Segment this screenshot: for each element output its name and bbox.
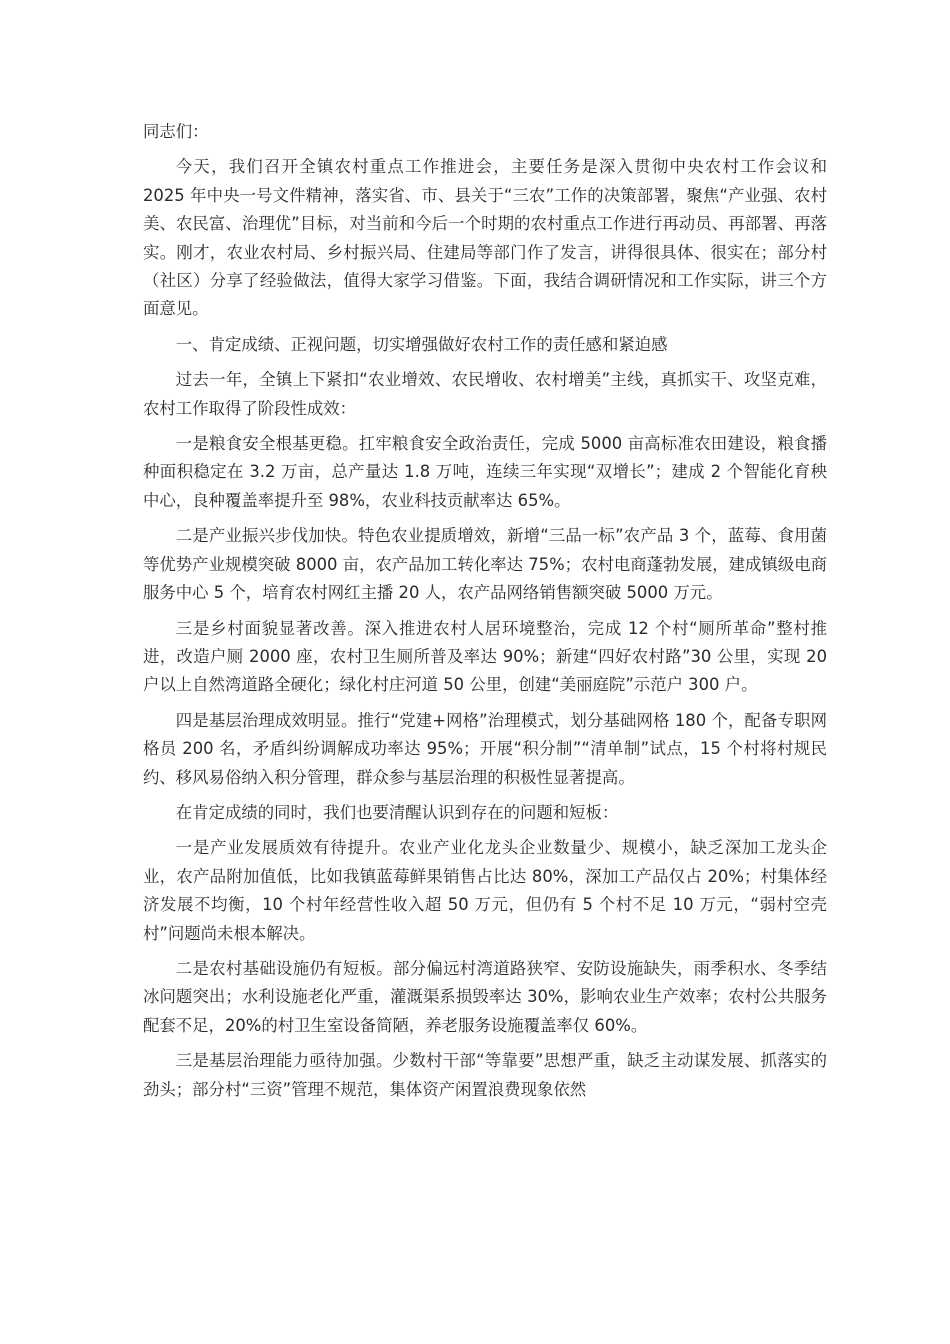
- problem-governance-capacity: 三是基层治理能力亟待加强。少数村干部“等靠要”思想严重，缺乏主动谋发展、抓落实的劲头；部分村“三资”管理不规范，集体资产闲置浪费现象依然: [143, 1051, 827, 1099]
- achievement-grain-security: 一是粮食安全根基更稳。扛牢粮食安全政治责任，完成 5000 亩高标准农田建设，粮食播种面积稳定在 3.2 万亩，总产量达 1.8 万吨，连续三年实现“双增长”；建成 2 个智能化育秧中心，良种覆盖率提升至 98%，农业科技贡献率达 65%。: [143, 434, 827, 510]
- achievements-intro: 过去一年，全镇上下紧扣“农业增效、农民增收、农村增美”主线，真抓实干、攻坚克难，农村工作取得了阶段性成效：: [143, 370, 827, 418]
- salutation: 同志们：: [143, 122, 209, 141]
- achievement-governance: 四是基层治理成效明显。推行“党建+网格”治理模式，划分基础网格 180 个，配备专职网格员 200 名，矛盾纠纷调解成功率达 95%；开展“积分制”“清单制”试点，15 个村将村规民约、移风易俗纳入积分管理，群众参与基层治理的积极性显著提高。: [143, 710, 827, 787]
- problem-infrastructure: 二是农村基础设施仍有短板。部分偏远村湾道路狭窄、安防设施缺失，雨季积水、冬季结冰问题突出；水利设施老化严重，灌溉渠系损毁率达 30%，影响农业生产效率；农村公共服务配套不足，20%的村卫生室设备简陋，养老服务设施覆盖率仅 60%。: [143, 958, 827, 1035]
- intro-paragraph: 今天，我们召开全镇农村重点工作推进会，主要任务是深入贯彻中央农村工作会议和 2025 年中央一号文件精神，落实省、市、县关于“三农”工作的决策部署，聚焦“产业强、农村美、农民富、治理优”目标，对当前和今后一个时期的农村重点工作进行再动员、再部署、再落实。刚才，农业农村局、乡村振兴局、住建局等部门作了发言，讲得很具体、很实在；部分村（社区）分享了经验做法，值得大家学习借鉴。下面，我结合调研情况和工作实际，讲三个方面意见。: [143, 157, 827, 319]
- problem-industry-quality: 一是产业发展质效有待提升。农业产业化龙头企业数量少、规模小，缺乏深加工龙头企业，农产品附加值低，比如我镇蓝莓鲜果销售占比达 80%，深加工产品仅占 20%；村集体经济发展不均衡，10 个村年经营性收入超 50 万元，但仍有 5 个村不足 10 万元，“弱村空壳村”问题尚未根本解决。: [143, 838, 827, 943]
- section-heading-1: 一、肯定成绩、正视问题，切实增强做好农村工作的责任感和紧迫感: [175, 334, 668, 354]
- document-page: [143, 118, 827, 1111]
- achievement-village-appearance: 三是乡村面貌显著改善。深入推进农村人居环境整治，完成 12 个村“厕所革命”整村推进，改造户厕 2000 座，农村卫生厕所普及率达 90%；新建“四好农村路”30 公里，实现 20 户以上自然湾道路全硬化；绿化村庄河道 50 公里，创建“美丽庭院”示范户 300 户。: [143, 618, 827, 695]
- achievement-industry: 二是产业振兴步伐加快。特色农业提质增效，新增“三品一标”农产品 3 个，蓝莓、食用菌等优势产业规模突破 8000 亩，农产品加工转化率达 75%；农村电商蓬勃发展，建成镇级电商服务中心 5 个，培育农村网红主播 20 人，农产品网络销售额突破 5000 万元。: [143, 526, 827, 603]
- problems-intro: 在肯定成绩的同时，我们也要清醒认识到存在的问题和短板：: [175, 802, 619, 822]
